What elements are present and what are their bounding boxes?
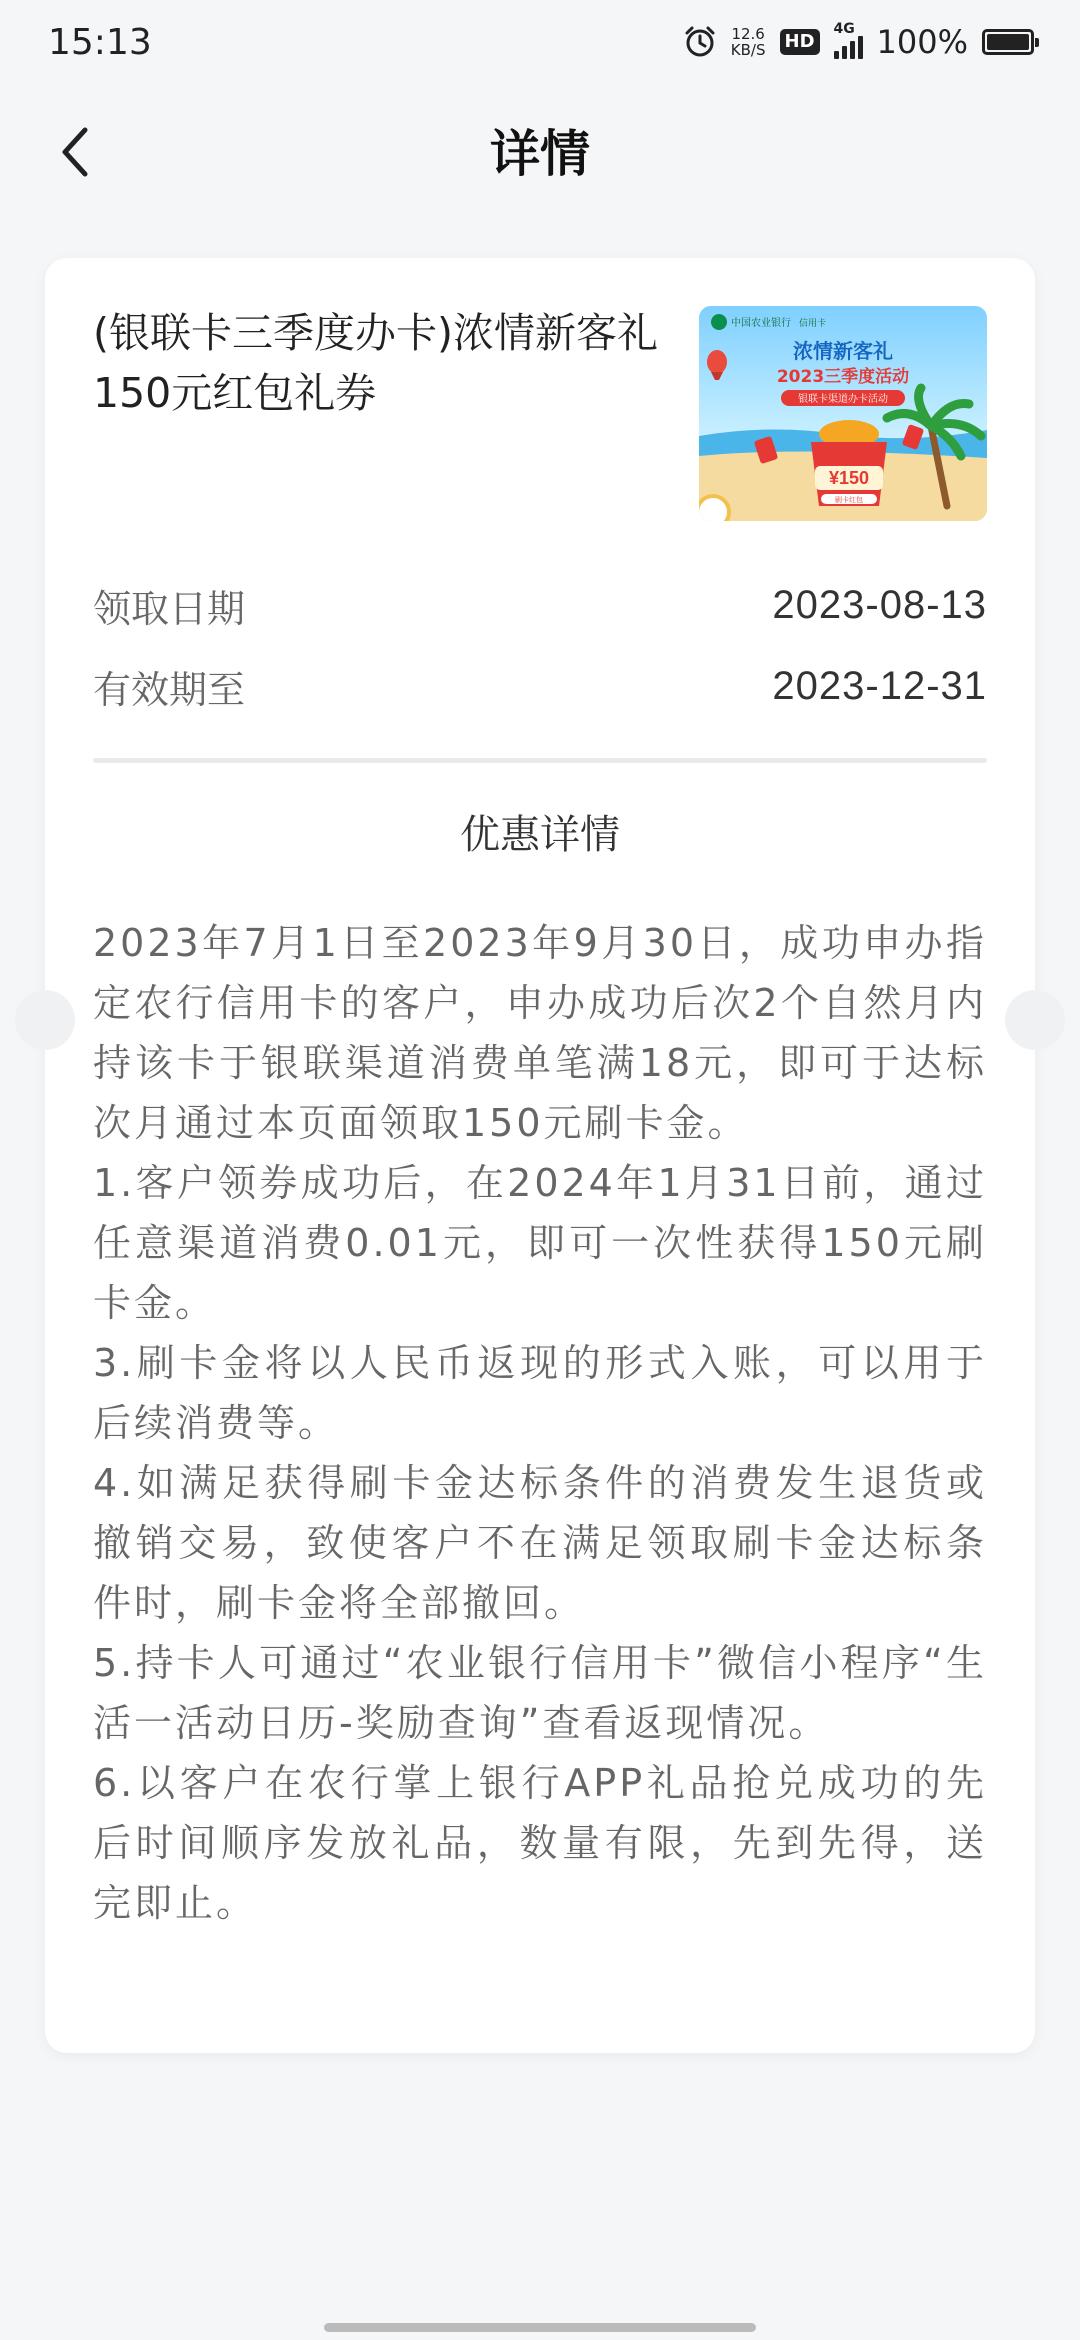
- detail-paragraph: 1.客户领券成功后，在2024年1月31日前，通过任意渠道消费0.01元，即可一次性获得150元刷卡金。: [93, 1161, 987, 1325]
- battery-fill: [987, 34, 1029, 50]
- detail-paragraph: 5.持卡人可通过“农业银行信用卡”微信小程序“生活一活动日历-奖励查询”查看返现情况。: [93, 1641, 987, 1745]
- coupon-amount-label: 刷卡红包: [835, 496, 863, 504]
- ticket-notch-right: [1005, 990, 1065, 1050]
- detail-paragraph: 4.如满足获得刷卡金达标条件的消费发生退货或撤销交易，致使客户不在满足领取刷卡金达标条件时，刷卡金将全部撤回。: [93, 1461, 987, 1625]
- status-bar: [0, 0, 1080, 84]
- coupon-banner-image: [699, 306, 987, 521]
- coupon-detail-card: [45, 258, 1035, 2053]
- claim-date-label: 领取日期: [93, 586, 246, 631]
- coupon-ribbon: 银联卡渠道办卡活动: [798, 394, 888, 405]
- claim-date-value: 2023-08-13: [772, 582, 987, 627]
- coupon-bank-sub: 信用卡: [799, 319, 827, 329]
- offer-details-text: [93, 913, 987, 1933]
- network-speed: [731, 26, 766, 58]
- navigation-bar: [0, 95, 1080, 205]
- expiry-date-label: 有效期至: [93, 667, 246, 712]
- offer-details-heading: 优惠详情: [460, 812, 620, 858]
- expiry-date-value: 2023-12-31: [772, 663, 987, 708]
- battery-icon: [982, 29, 1034, 55]
- coupon-bank-name: 中国农业银行: [731, 318, 791, 329]
- page-title: 详情: [490, 125, 590, 183]
- network-speed-value: 12.6: [731, 25, 765, 43]
- status-time: 15:13: [48, 21, 152, 63]
- back-button[interactable]: [40, 117, 110, 187]
- detail-paragraph: 3.刷卡金将以人民币返现的形式入账，可以用于后续消费等。: [93, 1341, 987, 1445]
- network-speed-unit: KB/S: [730, 41, 766, 59]
- status-icons: [683, 23, 1034, 61]
- battery-percent: 100%: [876, 23, 968, 61]
- chevron-left-icon: [55, 124, 95, 180]
- network-type: 4G: [833, 21, 855, 37]
- ticket-notch-left: [15, 990, 75, 1050]
- hd-voice-badge: HD: [780, 29, 820, 55]
- cellular-signal-icon: [833, 21, 863, 59]
- coupon-title: (银联卡三季度办卡)浓情新客礼150元红包礼券: [93, 309, 658, 417]
- detail-paragraph: 6.以客户在农行掌上银行APP礼品抢兑成功的先后时间顺序发放礼品，数量有限，先到先得，送完即止。: [93, 1761, 987, 1925]
- alarm-clock-icon: [683, 25, 717, 59]
- detail-paragraph: 2023年7月1日至2023年9月30日，成功申办指定农行信用卡的客户，申办成功后次2个自然月内持该卡于银联渠道消费单笔满18元，即可于达标次月通过本页面领取150元刷卡金。: [93, 921, 987, 1145]
- home-indicator[interactable]: [324, 2323, 756, 2332]
- coupon-thumbnail: [699, 306, 987, 521]
- coupon-headline: 浓情新客礼: [793, 339, 893, 363]
- coupon-amount: ¥150: [828, 468, 870, 488]
- expiry-date-row: [93, 656, 987, 716]
- section-divider: [93, 758, 987, 763]
- coupon-subheadline: 2023三季度活动: [776, 367, 910, 387]
- claim-date-row: [93, 575, 987, 635]
